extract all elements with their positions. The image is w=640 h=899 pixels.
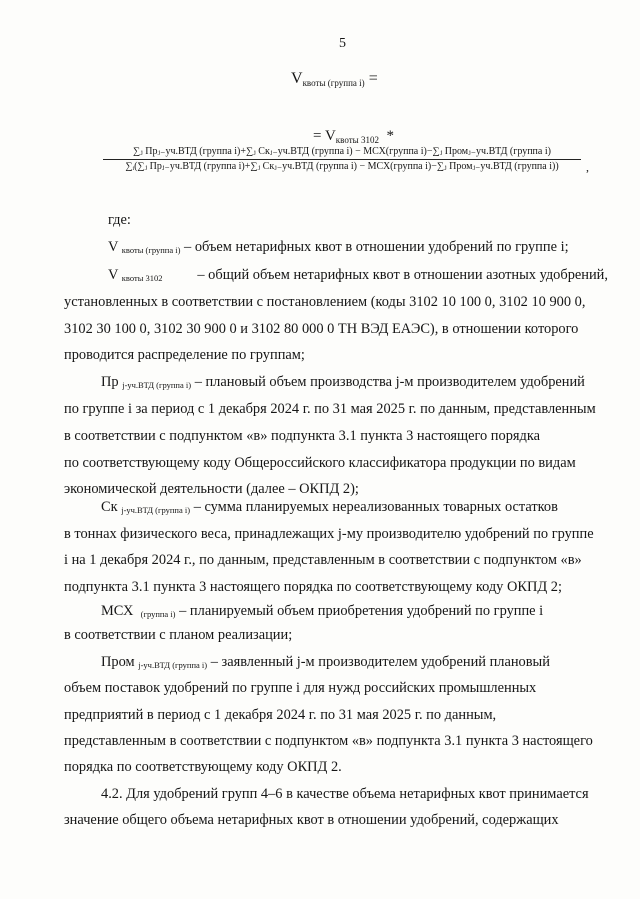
def-symbol: Пр (101, 374, 119, 390)
fraction-numerator: ∑ⱼ Прⱼ₋уч.ВТД (группа i)+∑ⱼ Скⱼ₋уч.ВТД (группа i) − МСХ(группа i)−∑ⱼ Промⱼ₋уч.ВТД (группа i) (133, 146, 551, 157)
def-text: – плановый объем производства j-м производителем удобрений (194, 374, 585, 390)
def-text-line: порядка по соответствующему коду ОКПД 2. (64, 759, 342, 775)
paragraph-4-2-cont: значение общего объема нетарифных квот в отношении удобрений, содержащих (64, 812, 559, 828)
def-subscript: квоты (группа i) (121, 245, 181, 255)
def-text-line: подпункта 3.1 пункта 3 настоящего порядка по соответствующему коду ОКПД 2; (64, 579, 562, 595)
definition-pr (101, 374, 585, 391)
def-subscript: j-уч.ВТД (группа i) (121, 505, 191, 515)
def-text-line: экономической деятельности (далее – ОКПД 2); (64, 481, 359, 497)
def-symbol: V (108, 239, 119, 255)
def-text-line: предприятий в период с 1 декабря 2024 г. по 31 мая 2025 г. по данным, (64, 707, 497, 723)
def-text-line: i на 1 декабря 2024 г., по данным, представленным в соответствии с подпунктом «в» (64, 552, 582, 568)
def-text-line: представленным в соответствии с подпунктом «в» подпункта 3.1 пункта 3 настоящего (64, 733, 593, 749)
formula-subscript: квоты (группа i) (302, 78, 365, 88)
formula-symbol: V (324, 128, 336, 144)
def-symbol: МСХ (101, 603, 134, 619)
def-symbol: V (108, 267, 119, 283)
def-subscript: (группа i) (140, 609, 176, 619)
equals-sign: = (313, 128, 322, 144)
fraction-bar (103, 159, 581, 160)
multiply-sign: * (386, 128, 394, 144)
def-text-line: в соответствии с планом реализации; (64, 627, 293, 643)
def-text-line: проводится распределение по группам; (64, 347, 305, 363)
formula-symbol: V (291, 70, 303, 87)
definition-v-group (108, 239, 569, 256)
def-text: – заявленный j-м производителем удобрений плановый (210, 654, 550, 670)
def-text-line: по соответствующему коду Общероссийского классификатора продукции по видам (64, 455, 576, 471)
formula-fraction (103, 146, 589, 174)
definition-v-3102 (108, 267, 608, 284)
def-text-line: объем поставок удобрений по группе i для нужд российских промышленных (64, 680, 537, 696)
def-text: – общий объем нетарифных квот в отношении азотных удобрений, (197, 267, 608, 283)
definition-prom (101, 654, 550, 671)
def-symbol: Ск (101, 499, 118, 515)
def-text-line: в тоннах физического веса, принадлежащих j-му производителю удобрений по группе (64, 526, 594, 542)
def-text-line: в соответствии с подпунктом «в» подпункта 3.1 пункта 3 настоящего порядка (64, 428, 540, 444)
formula-lhs (291, 70, 378, 88)
def-text: – сумма планируемых нереализованных товарных остатков (193, 499, 558, 515)
def-text: – планируемый объем приобретения удобрений по группе i (179, 603, 544, 619)
where-label: где: (108, 212, 131, 228)
equals-sign: = (368, 70, 378, 87)
def-text: – объем нетарифных квот в отношении удобрений по группе i; (184, 239, 569, 255)
def-subscript: квоты 3102 (121, 273, 163, 283)
paragraph-4-2: 4.2. Для удобрений групп 4–6 в качестве объема нетарифных квот принимается (101, 786, 589, 802)
def-text-line: по группе i за период с 1 декабря 2024 г. по 31 мая 2025 г. по данным, представленным (64, 401, 596, 417)
formula-rhs (313, 128, 394, 145)
def-subscript: j-уч.ВТД (группа i) (122, 380, 192, 390)
def-subscript: j-уч.ВТД (группа i) (138, 660, 208, 670)
definition-msh (101, 603, 543, 620)
definition-sk (101, 499, 558, 516)
page-number: 5 (339, 36, 346, 51)
def-text-line: установленных в соответствии с постановлением (коды 3102 10 100 0, 3102 10 900 0, (64, 294, 586, 310)
fraction-comma: , (586, 160, 589, 174)
fraction-denominator: ∑ᵢ(∑ⱼ Прⱼ₋уч.ВТД (группа i)+∑ⱼ Скⱼ₋уч.ВТД (группа i) − МСХ(группа i)−∑ⱼ Промⱼ₋уч.ВТД (группа i)) (125, 161, 559, 172)
def-symbol: Пром (101, 654, 135, 670)
formula-subscript: квоты 3102 (335, 135, 379, 145)
def-text-line: 3102 30 100 0, 3102 30 900 0 и 3102 80 000 0 ТН ВЭД ЕАЭС), в отношении которого (64, 321, 579, 337)
